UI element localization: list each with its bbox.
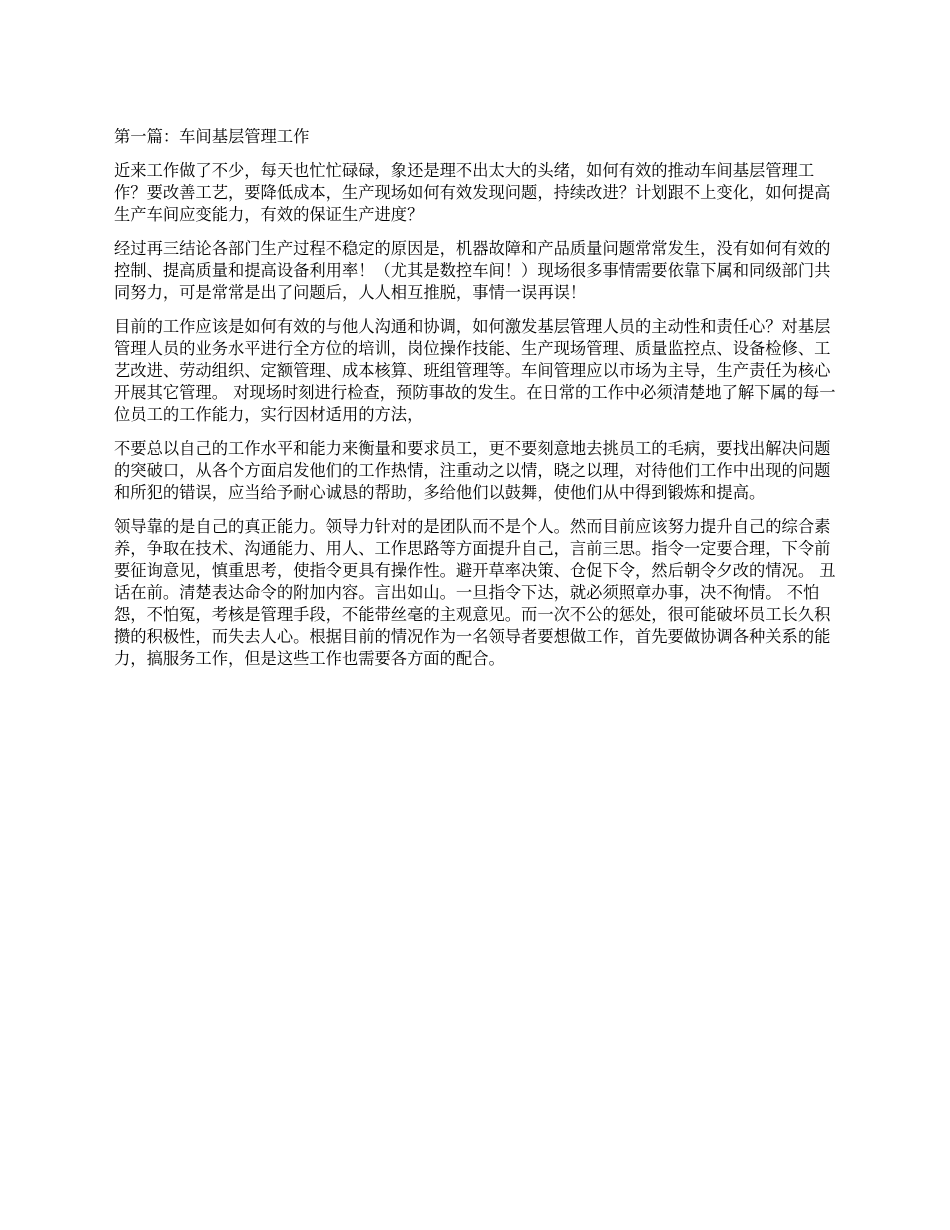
document-page [114, 126, 840, 682]
paragraph-4: 不要总以自己的工作水平和能力来衡量和要求员工，更不要刻意地去挑员工的毛病，要找出解决问题的突破口，从各个方面启发他们的工作热情，注重动之以情，晓之以理，对待他们工作中出现的问题和所犯的错误，应当给予耐心诚恳的帮助，多给他们以鼓舞，使他们从中得到锻炼和提高。 [114, 439, 831, 502]
paragraph-5: 领导靠的是自己的真正能力。领导力针对的是团队而不是个人。然而目前应该努力提升自己的综合素养，争取在技术、沟通能力、用人、工作思路等方面提升自己，言前三思。指令一定要合理，下令前要征询意见，慎重思考，使指令更具有操作性。避开草率决策、仓促下令，然后朝令夕改的情况。 丑话在前。清楚表达命令的附加内容。言出如山。一旦指令下达，就必须照章办事，决不徇情。 不怕怨，不怕冤，考核是管理手段，不能带丝毫的主观意见。而一次不公的惩处，很可能破坏员工长久积攒的积极性，而失去人心。根据目前的情况作为一名领导者要想做工作，首先要做协调各种关系的能力，搞服务工作，但是这些工作也需要各方面的配合。 [114, 517, 836, 668]
document-title: 第一篇：车间基层管理工作 [114, 127, 310, 146]
paragraph-3: 目前的工作应该是如何有效的与他人沟通和协调，如何激发基层管理人员的主动性和责任心？对基层管理人员的业务水平进行全方位的培训，岗位操作技能、生产现场管理、质量监控点、设备检修、工艺改进、劳动组织、定额管理、成本核算、班组管理等。车间管理应以市场为主导，生产责任为核心开展其它管理。 对现场时刻进行检查，预防事故的发生。在日常的工作中必须清楚地了解下属的每一位员工的工作能力，实行因材适用的方法， [114, 317, 836, 424]
paragraph-2: 经过再三结论各部门生产过程不稳定的原因是，机器故障和产品质量问题常常发生，没有如何有效的控制、提高质量和提高设备利用率！（尤其是数控车间！）现场很多事情需要依靠下属和同级部门共同努力，可是常常是出了问题后，人人相互推脱，事情一误再误！ [114, 239, 831, 302]
paragraph-1: 近来工作做了不少，每天也忙忙碌碌，象还是理不出太大的头绪，如何有效的推动车间基层管理工作？要改善工艺，要降低成本，生产现场如何有效发现问题，持续改进？计划跟不上变化，如何提高生产车间应变能力，有效的保证生产进度？ [114, 161, 831, 224]
